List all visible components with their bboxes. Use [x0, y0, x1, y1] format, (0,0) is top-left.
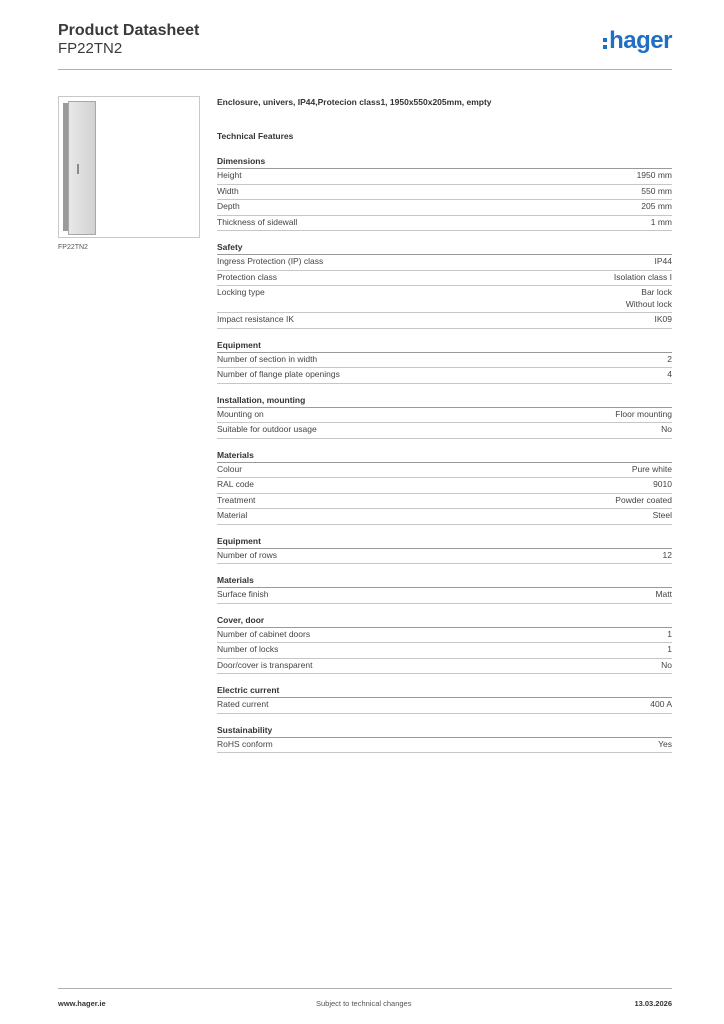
feature-value [661, 660, 672, 672]
feature-label: Rated current [217, 699, 269, 709]
feature-label: Thickness of sidewall [217, 216, 298, 227]
section-title: Installation, mounting [217, 393, 672, 408]
feature-row [217, 368, 672, 384]
datasheet-content [217, 95, 672, 762]
feature-label: Suitable for outdoor usage [217, 424, 317, 434]
feature-value-line: No [661, 659, 672, 670]
feature-label: Impact resistance IK [217, 314, 295, 324]
feature-value-line: Powder coated [615, 494, 672, 505]
feature-value [653, 510, 672, 522]
feature-label: Ingress Protection (IP) class [217, 256, 324, 266]
feature-value [655, 314, 673, 326]
feature-value [632, 464, 672, 476]
feature-label: Treatment [217, 494, 256, 505]
section-title: Materials [217, 573, 672, 588]
feature-row [217, 216, 672, 232]
feature-label: Protection class [217, 271, 277, 282]
feature-value-line: 1950 mm [636, 170, 672, 180]
feature-section [217, 448, 672, 525]
feature-value [651, 217, 672, 229]
feature-section [217, 154, 672, 231]
feature-value [650, 699, 672, 711]
product-image [58, 96, 200, 238]
feature-value-line: Without lock [625, 298, 672, 309]
section-title: Equipment [217, 534, 672, 549]
feature-value [661, 424, 672, 436]
section-title: Equipment [217, 338, 672, 353]
feature-value-line: 550 mm [641, 185, 672, 196]
feature-value [637, 170, 672, 182]
feature-value [667, 644, 672, 656]
feature-value [653, 479, 672, 491]
feature-row [217, 588, 672, 604]
feature-row [217, 200, 672, 216]
feature-label: Number of flange plate openings [217, 369, 340, 379]
feature-value [626, 287, 672, 310]
feature-section [217, 393, 672, 439]
feature-value [655, 589, 672, 601]
feature-value [615, 409, 672, 421]
logo-text: hager [609, 27, 672, 54]
feature-value-line: 1 mm [650, 216, 672, 227]
feature-label: Number of cabinet doors [217, 628, 311, 639]
feature-section [217, 683, 672, 714]
feature-value [667, 354, 672, 366]
feature-value-line: Bar lock [641, 287, 672, 297]
logo-dots-icon [603, 38, 607, 49]
feature-value-line: Pure white [631, 463, 672, 474]
feature-label: Height [217, 170, 242, 180]
feature-label: Mounting on [217, 408, 264, 419]
section-title: Dimensions [217, 154, 672, 169]
feature-row [217, 738, 672, 754]
feature-row [217, 423, 672, 439]
feature-section [217, 240, 672, 329]
feature-row [217, 286, 672, 313]
feature-label: Number of section in width [217, 353, 318, 364]
feature-row [217, 185, 672, 201]
feature-label: Width [217, 185, 239, 196]
feature-row [217, 353, 672, 369]
feature-section [217, 723, 672, 754]
feature-value-line: Matt [655, 589, 672, 599]
section-title: Materials [217, 448, 672, 463]
feature-value-line: Isolation class I [613, 271, 672, 282]
cabinet-illustration [63, 101, 97, 235]
feature-label: Locking type [217, 287, 265, 297]
feature-row [217, 255, 672, 271]
header-divider [58, 69, 672, 70]
feature-value [663, 550, 672, 562]
feature-section [217, 573, 672, 604]
section-title: Electric current [217, 683, 672, 698]
feature-label: Door/cover is transparent [217, 659, 313, 670]
feature-label: Number of rows [217, 549, 277, 560]
feature-value [667, 629, 672, 641]
feature-row [217, 478, 672, 494]
feature-value-line: Yes [658, 738, 672, 749]
feature-label: Surface finish [217, 589, 269, 599]
feature-row [217, 509, 672, 525]
feature-value-line: 4 [667, 369, 672, 379]
page-footer [58, 988, 672, 1013]
feature-value-line: 1 [667, 644, 672, 654]
section-title: Safety [217, 240, 672, 255]
feature-value-line: Floor mounting [615, 408, 672, 419]
feature-value-line: 2 [667, 353, 672, 364]
feature-value-line: 12 [662, 549, 672, 560]
feature-section [217, 534, 672, 565]
feature-row [217, 169, 672, 185]
feature-value [615, 495, 672, 507]
technical-features-heading: Technical Features [217, 131, 294, 141]
section-title: Cover, door [217, 613, 672, 628]
feature-row [217, 313, 672, 329]
feature-value-line: No [661, 424, 672, 434]
feature-value [641, 201, 672, 213]
feature-value-line: 400 A [650, 699, 672, 709]
footer-notice: Subject to technical changes [316, 999, 412, 1008]
feature-label: Colour [217, 463, 243, 474]
feature-row [217, 271, 672, 287]
feature-value [614, 272, 672, 284]
feature-row [217, 494, 672, 510]
product-code: FP22TN2 [58, 40, 123, 57]
feature-row [217, 698, 672, 714]
feature-row [217, 408, 672, 424]
feature-label: Depth [217, 201, 240, 211]
feature-section [217, 338, 672, 384]
feature-value-line: Steel [652, 510, 672, 520]
feature-value-line: IP44 [654, 256, 672, 266]
section-title: Sustainability [217, 723, 672, 738]
document-title: Product Datasheet [58, 22, 200, 39]
feature-row [217, 643, 672, 659]
feature-value-line: 1 [667, 628, 672, 639]
hager-logo [603, 26, 672, 56]
feature-value [667, 369, 672, 381]
feature-sections [217, 154, 672, 753]
product-image-caption: FP22TN2 [58, 244, 88, 251]
footer-date: 13.03.2026 [634, 999, 672, 1008]
feature-label: RoHS conform [217, 738, 273, 749]
feature-value-line: 9010 [653, 479, 672, 489]
feature-value-line: 205 mm [641, 201, 672, 211]
feature-value [655, 256, 673, 268]
feature-value [658, 739, 672, 751]
feature-row [217, 549, 672, 565]
feature-row [217, 463, 672, 479]
product-description: Enclosure, univers, IP44,Protecion class1, 1950x550x205mm, empty [217, 97, 492, 107]
feature-label: Material [217, 510, 248, 520]
feature-label: Number of locks [217, 644, 279, 654]
feature-row [217, 628, 672, 644]
feature-section [217, 613, 672, 675]
feature-value-line: IK09 [654, 314, 672, 324]
feature-row [217, 659, 672, 675]
feature-label: RAL code [217, 479, 255, 489]
page-header [58, 22, 672, 70]
feature-value [641, 186, 672, 198]
footer-website: www.hager.ie [58, 999, 106, 1008]
